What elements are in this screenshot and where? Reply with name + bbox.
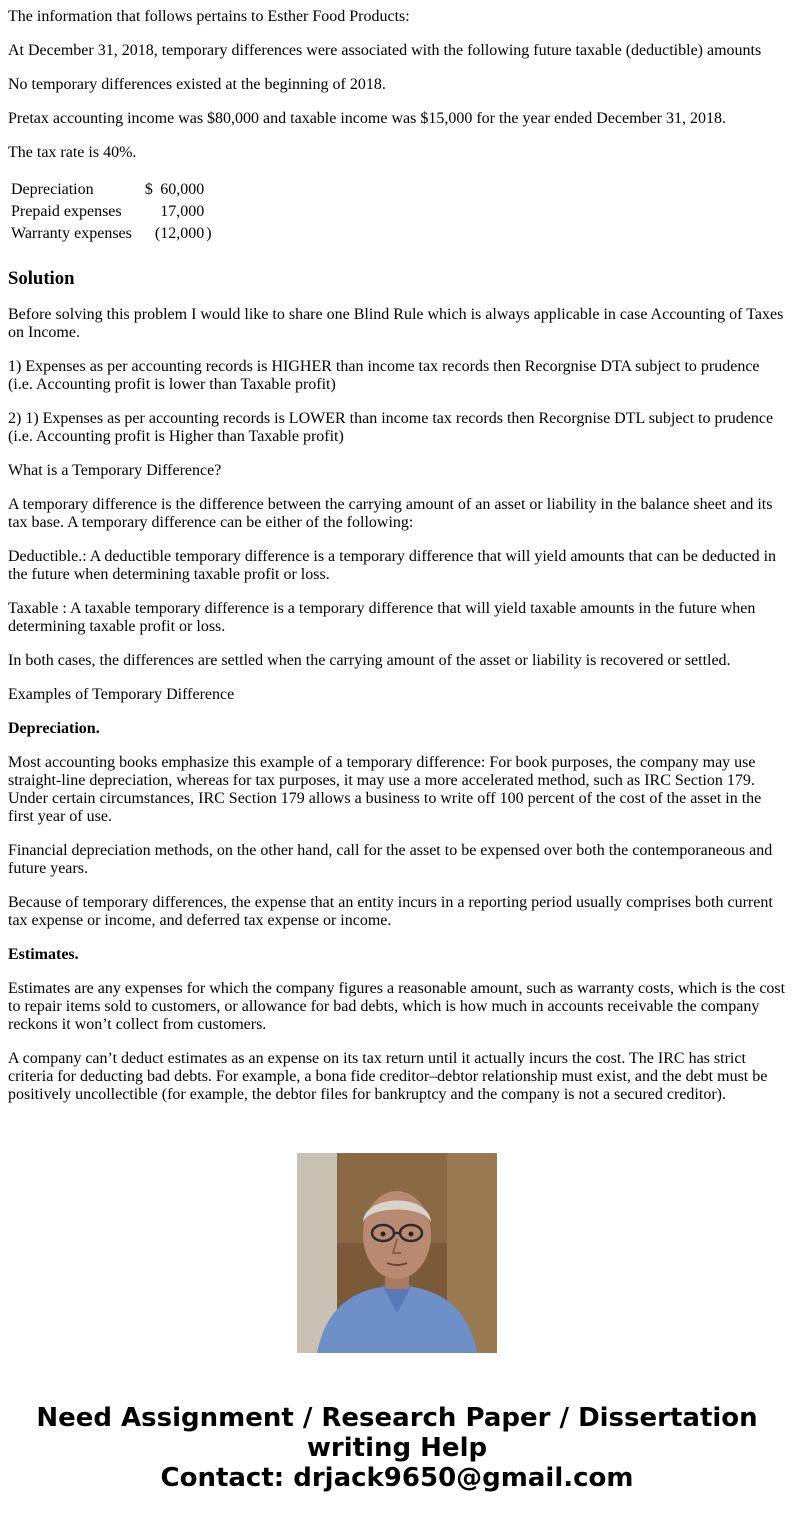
solution-paragraph: 1) Expenses as per accounting records is HIGHER than income tax records then Recorgnise DTA subject to prudence (i.e. Accounting profit is lower than Taxable profit) [8, 358, 760, 393]
person-photo-icon [297, 1153, 497, 1353]
solution-paragraph: Examples of Temporary Difference [8, 686, 235, 703]
solution-paragraph: Financial depreciation methods, on the other hand, call for the asset to be expensed over both the contemporaneous and future years. [8, 842, 773, 877]
row-label: Warranty expenses [11, 225, 132, 242]
solution-heading: Solution [8, 268, 75, 289]
solution-paragraph: Taxable : A taxable temporary difference is a temporary difference that will yield taxable amounts in the future when determining taxable profit or loss. [8, 600, 756, 635]
currency-symbol: $ [144, 181, 153, 198]
avatar [297, 1153, 497, 1353]
closing-paren: ) [206, 225, 212, 242]
row-value: 60,000 [160, 181, 205, 198]
closing-paren [206, 202, 211, 222]
closing-paren [206, 180, 211, 200]
promo-footer [0, 1122, 794, 1523]
solution-paragraph: Estimates are any expenses for which the company figures a reasonable amount, such as warranty costs, which is the cost to repair items sold to customers, or allowance for bad debts, which is how much in accounts receivable the company reckons it won’t collect from customers. [8, 980, 786, 1033]
row-label: Prepaid expenses [11, 203, 122, 220]
promo-line: Need Assignment / Research Paper / Dissertation [36, 1403, 758, 1433]
table-row [10, 202, 212, 222]
intro-paragraph: The information that follows pertains to Esther Food Products: [8, 8, 410, 25]
promo-contact: Contact: drjack9650@gmail.com [160, 1463, 634, 1493]
solution-paragraph: A temporary difference is the difference between the carrying amount of an asset or liability in the balance sheet and its tax base. A temporary difference can be either of the following: [8, 496, 773, 531]
intro-paragraph: Pretax accounting income was $80,000 and taxable income was $15,000 for the year ended December 31, 2018. [8, 110, 726, 127]
solution-paragraph: Before solving this problem I would like to share one Blind Rule which is always applicable in case Accounting of Taxes on Income. [8, 306, 784, 341]
currency-symbol [144, 224, 153, 244]
promo-text [0, 1403, 794, 1493]
intro-paragraph: At December 31, 2018, temporary differences were associated with the following future taxable (deductible) amounts [8, 42, 762, 59]
intro-paragraph: No temporary differences existed at the beginning of 2018. [8, 76, 386, 93]
solution-paragraph: What is a Temporary Difference? [8, 462, 222, 479]
document-content [8, 8, 786, 1130]
solution-paragraph: 2) 1) Expenses as per accounting records is LOWER than income tax records then Recorgnise DTL subject to prudence (i.e. Accounting profit is Higher than Taxable profit) [8, 410, 774, 445]
depreciation-heading: Depreciation. [8, 720, 100, 737]
promo-line: writing Help [306, 1433, 488, 1463]
table-row [10, 224, 212, 244]
document-body [8, 0, 786, 1130]
estimates-heading: Estimates. [8, 946, 79, 963]
solution-paragraph: A company can’t deduct estimates as an expense on its tax return until it actually incurs the cost. The IRC has strict criteria for deducting bad debts. For example, a bona fide creditor–debtor relationship must exist, and the debt must be positively uncollectible (for example, the debtor files for bankruptcy and the company is not a secured creditor). [8, 1050, 768, 1103]
currency-symbol [144, 202, 153, 222]
intro-paragraph: The tax rate is 40%. [8, 144, 137, 161]
problem-intro [8, 8, 786, 162]
solution-paragraph: Because of temporary differences, the expense that an entity incurs in a reporting period usually comprises both current tax expense or income, and deferred tax expense or income. [8, 894, 773, 929]
row-label: Depreciation [11, 181, 94, 198]
solution-paragraph: Deductible.: A deductible temporary difference is a temporary difference that will yield amounts that can be deducted in the future when determining taxable profit or loss. [8, 548, 777, 583]
row-value: 17,000 [160, 203, 205, 220]
table-row [10, 180, 212, 200]
solution-paragraph: In both cases, the differences are settled when the carrying amount of the asset or liability is recovered or settled. [8, 652, 731, 669]
row-value: (12,000 [154, 225, 205, 242]
solution-paragraph: Most accounting books emphasize this example of a temporary difference: For book purposes, the company may use straight-line depreciation, whereas for tax purposes, it may use a more accelerated method, such as IRC Section 179. Under certain circumstances, IRC Section 179 allows a business to write off 100 percent of the cost of the asset in the first year of use. [8, 754, 762, 825]
temporary-differences-table [8, 178, 214, 246]
